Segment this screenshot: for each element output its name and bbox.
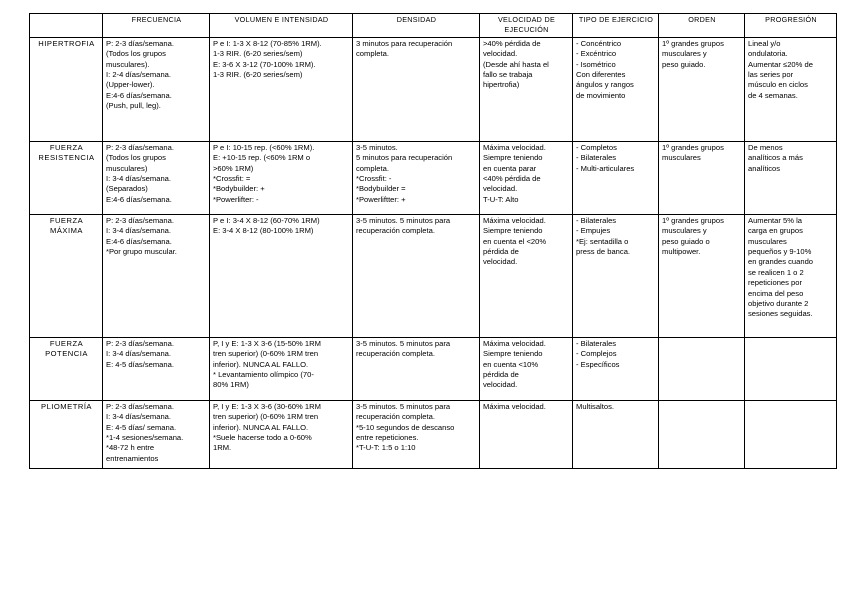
cell-line: E: +10-15 rep. (<60% 1RM o: [213, 153, 311, 163]
cell-line: >40% pérdida de: [483, 38, 541, 48]
cell-volume-intensity: [210, 400, 353, 468]
cell-line: velocidad.: [483, 184, 518, 194]
header-row: [30, 14, 837, 38]
cell-density: [353, 337, 480, 400]
cell-line: *Powerliftter: +: [356, 194, 406, 204]
cell-line: 1RM.: [213, 443, 232, 453]
cell-line: - Bilaterales: [576, 338, 617, 348]
cell-line: - Empujes: [576, 226, 611, 236]
cell-execution-speed: [480, 214, 573, 337]
cell-line: E:4-6 días/semana.: [106, 236, 172, 246]
cell-line: 80% 1RM): [213, 380, 249, 390]
cell-order: [659, 337, 745, 400]
table-row: [30, 337, 837, 400]
table-row: [30, 400, 837, 468]
cell-line: I: 3-4 días/semana.: [106, 349, 172, 359]
cell-volume-intensity: [210, 337, 353, 400]
cell-line: - Complejos: [576, 349, 617, 359]
column-header-density: DENSIDAD: [353, 14, 480, 38]
cell-order: [659, 400, 745, 468]
cell-progression: [745, 37, 837, 141]
cell-line: 1º grandes grupos: [662, 215, 724, 225]
cell-progression: [745, 337, 837, 400]
cell-line: I: 3-4 días/semana.: [106, 174, 172, 184]
cell-line: P, I y E: 1-3 X 3-6 (30-60% 1RM: [213, 401, 321, 411]
cell-line: repeticiones por: [748, 278, 803, 288]
cell-line: en cuenta <10%: [483, 359, 539, 369]
row-header: FUERZA POTENCIA: [30, 337, 103, 400]
cell-line: las series por: [748, 70, 794, 80]
cell-frequency: [103, 214, 210, 337]
column-header-frequency: FRECUENCIA: [103, 14, 210, 38]
cell-volume-intensity: [210, 37, 353, 141]
cell-volume-intensity: [210, 214, 353, 337]
cell-line: músculo en ciclos: [748, 80, 808, 90]
cell-line: (Todos los grupos: [106, 153, 166, 163]
cell-line: *Bodybuilder: +: [213, 184, 265, 194]
cell-exercise-type: [573, 214, 659, 337]
cell-order: [659, 37, 745, 141]
cell-line: *Por grupo muscular.: [106, 247, 177, 257]
cell-line: 3-5 minutos. 5 minutos para: [356, 401, 451, 411]
cell-line: inferior). NUNCA AL FALLO.: [213, 422, 309, 432]
cell-line: P e I: 3-4 X 8-12 (60-70% 1RM): [213, 215, 320, 225]
cell-line: (Separados): [106, 184, 148, 194]
cell-line: 3-5 minutos. 5 minutos para: [356, 215, 451, 225]
cell-line: - Específicos: [576, 359, 620, 369]
cell-line: musculares: [662, 153, 701, 163]
cell-line: completa.: [356, 163, 389, 173]
cell-line: Siempre teniendo: [483, 226, 543, 236]
cell-line: tren superior) (0-60% 1RM tren: [213, 349, 319, 359]
table-row: [30, 37, 837, 141]
column-header-corner: [30, 14, 103, 38]
cell-line: *Suele hacerse todo a 0-60%: [213, 433, 312, 443]
cell-line: (Todos los grupos: [106, 49, 166, 59]
cell-line: (Upper-lower).: [106, 80, 155, 90]
cell-line: se realicen 1 o 2: [748, 267, 804, 277]
cell-line: Máxima velocidad.: [483, 338, 546, 348]
cell-line: 5 minutos para recuperación: [356, 153, 453, 163]
cell-line: 1º grandes grupos: [662, 142, 724, 152]
cell-line: T-U-T: Alto: [483, 194, 519, 204]
cell-line: P e I: 10-15 rep. (<60% 1RM).: [213, 142, 315, 152]
cell-line: press de banca.: [576, 247, 631, 257]
cell-line: analíticos: [748, 163, 781, 173]
cell-exercise-type: [573, 141, 659, 214]
cell-line: - Concéntrico: [576, 38, 622, 48]
cell-line: *Powerlifter: -: [213, 194, 259, 204]
cell-line: 1º grandes grupos: [662, 38, 724, 48]
cell-line: musculares): [106, 163, 148, 173]
cell-line: sesiones seguidas.: [748, 309, 813, 319]
cell-line: fallo se trabaja: [483, 70, 533, 80]
cell-line: - Bilaterales: [576, 153, 617, 163]
cell-exercise-type: [573, 37, 659, 141]
cell-line: *Crossfit: -: [356, 174, 392, 184]
cell-line: recuperación completa.: [356, 349, 435, 359]
cell-line: - Isométrico: [576, 59, 616, 69]
cell-line: velocidad.: [483, 380, 518, 390]
cell-line: velocidad.: [483, 49, 518, 59]
cell-frequency: [103, 37, 210, 141]
table-row: [30, 214, 837, 337]
cell-line: E: 3-6 X 3-12 (70-100% 1RM).: [213, 59, 316, 69]
training-table: [29, 13, 837, 469]
cell-line: de movimiento: [576, 90, 626, 100]
cell-line: *5-10 segundos de descanso: [356, 422, 455, 432]
row-header: HIPERTROFIA: [30, 37, 103, 141]
cell-execution-speed: [480, 400, 573, 468]
cell-line: E: 3-4 X 8-12 (80-100% 1RM): [213, 226, 314, 236]
cell-line: 1-3 RIR. (6-20 series/sem): [213, 49, 303, 59]
cell-frequency: [103, 141, 210, 214]
column-header-volume-intensity: VOLUMEN E INTENSIDAD: [210, 14, 353, 38]
cell-line: inferior). NUNCA AL FALLO.: [213, 359, 309, 369]
cell-line: ángulos y rangos: [576, 80, 634, 90]
cell-line: peso guiado.: [662, 59, 706, 69]
cell-line: P: 2-3 días/semana.: [106, 215, 174, 225]
cell-line: (Push, pull, leg).: [106, 101, 161, 111]
cell-line: *Bodybuilder =: [356, 184, 408, 194]
cell-frequency: [103, 337, 210, 400]
cell-line: Lineal y/o: [748, 38, 781, 48]
cell-line: P: 2-3 días/semana.: [106, 142, 174, 152]
cell-line: E: 4-5 días/semana.: [106, 359, 174, 369]
row-header: FUERZA MÁXIMA: [30, 214, 103, 337]
cell-line: E:4-6 días/semana.: [106, 194, 172, 204]
cell-line: Multisaltos.: [576, 401, 614, 411]
cell-line: 3 minutos para recuperación: [356, 38, 453, 48]
column-header-progression: PROGRESIÓN: [745, 14, 837, 38]
cell-line: entre repeticiones.: [356, 433, 419, 443]
table-body: [30, 37, 837, 468]
cell-progression: [745, 214, 837, 337]
cell-line: musculares).: [106, 59, 150, 69]
cell-progression: [745, 400, 837, 468]
cell-line: Con diferentes: [576, 70, 626, 80]
cell-line: en cuenta parar: [483, 163, 537, 173]
cell-line: *Crossfit: =: [213, 174, 251, 184]
cell-density: [353, 141, 480, 214]
cell-line: Máxima velocidad.: [483, 401, 546, 411]
cell-line: - Bilaterales: [576, 215, 617, 225]
cell-line: <40% pérdida de: [483, 174, 541, 184]
cell-line: tren superior) (0-60% 1RM tren: [213, 412, 319, 422]
cell-line: - Excéntrico: [576, 49, 617, 59]
cell-line: Aumentar ≤20% de: [748, 59, 813, 69]
cell-line: Aumentar 5% la: [748, 215, 803, 225]
cell-line: recuperación completa.: [356, 226, 435, 236]
table-row: [30, 141, 837, 214]
cell-line: pérdida de: [483, 247, 519, 257]
cell-line: de 4 semanas.: [748, 90, 798, 100]
cell-line: ondulatoria.: [748, 49, 788, 59]
cell-line: P: 2-3 días/semana.: [106, 38, 174, 48]
cell-line: encima del peso: [748, 288, 804, 298]
column-header-order: ORDEN: [659, 14, 745, 38]
cell-line: *48-72 h entre: [106, 443, 155, 453]
cell-line: >60% 1RM): [213, 163, 254, 173]
cell-line: P: 2-3 días/semana.: [106, 401, 174, 411]
cell-line: - Completos: [576, 142, 617, 152]
column-header-execution-speed: VELOCIDAD DE EJECUCIÓN: [480, 14, 573, 38]
cell-density: [353, 400, 480, 468]
cell-line: De menos: [748, 142, 783, 152]
column-header-exercise-type: TIPO DE EJERCICIO: [573, 14, 659, 38]
cell-line: hipertrofia): [483, 80, 520, 90]
cell-line: E: 4-5 días/ semana.: [106, 422, 177, 432]
cell-execution-speed: [480, 141, 573, 214]
cell-line: entrenamientos: [106, 453, 159, 463]
cell-exercise-type: [573, 337, 659, 400]
cell-order: [659, 141, 745, 214]
cell-line: Siempre teniendo: [483, 153, 543, 163]
cell-line: objetivo durante 2: [748, 299, 809, 309]
cell-line: musculares y: [662, 49, 707, 59]
cell-line: * Levantamiento olímpico (70-: [213, 370, 314, 380]
cell-line: Siempre teniendo: [483, 349, 543, 359]
cell-line: analíticos a más: [748, 153, 803, 163]
cell-line: *1-4 sesiones/semana.: [106, 433, 184, 443]
cell-execution-speed: [480, 337, 573, 400]
cell-line: recuperación completa.: [356, 412, 435, 422]
cell-line: (Desde ahí hasta el: [483, 59, 549, 69]
cell-line: pérdida de: [483, 370, 519, 380]
row-header: FUERZA RESISTENCIA: [30, 141, 103, 214]
cell-line: I: 2-4 días/semana.: [106, 70, 172, 80]
cell-line: musculares y: [662, 226, 707, 236]
cell-line: en cuenta el <20%: [483, 236, 547, 246]
cell-execution-speed: [480, 37, 573, 141]
cell-line: velocidad.: [483, 257, 518, 267]
cell-line: 3-5 minutos. 5 minutos para: [356, 338, 451, 348]
cell-line: musculares: [748, 236, 787, 246]
cell-line: completa.: [356, 49, 389, 59]
cell-density: [353, 214, 480, 337]
cell-line: - Multi-articulares: [576, 163, 635, 173]
cell-line: multipower.: [662, 247, 701, 257]
cell-line: Máxima velocidad.: [483, 142, 546, 152]
cell-line: P: 2-3 días/semana.: [106, 338, 174, 348]
cell-progression: [745, 141, 837, 214]
cell-density: [353, 37, 480, 141]
cell-frequency: [103, 400, 210, 468]
row-header: PLIOMETRÍA: [30, 400, 103, 468]
cell-line: en grandes cuando: [748, 257, 814, 267]
cell-line: P e I: 1-3 X 8-12 (70-85% 1RM).: [213, 38, 322, 48]
cell-line: 3-5 minutos.: [356, 142, 398, 152]
cell-line: P, I y E: 1-3 X 3-6 (15-50% 1RM: [213, 338, 321, 348]
cell-line: Máxima velocidad.: [483, 215, 546, 225]
cell-line: *T-U-T: 1:5 o 1:10: [356, 443, 416, 453]
cell-line: I: 3-4 días/semana.: [106, 412, 172, 422]
cell-line: *Ej: sentadilla o: [576, 236, 629, 246]
cell-volume-intensity: [210, 141, 353, 214]
cell-line: pequeños y 9-10%: [748, 247, 812, 257]
cell-exercise-type: [573, 400, 659, 468]
cell-line: 1-3 RIR. (6-20 series/sem): [213, 70, 303, 80]
cell-line: E:4-6 días/semana.: [106, 90, 172, 100]
cell-order: [659, 214, 745, 337]
cell-line: peso guiado o: [662, 236, 710, 246]
cell-line: I: 3-4 días/semana.: [106, 226, 172, 236]
cell-line: carga en grupos: [748, 226, 803, 236]
